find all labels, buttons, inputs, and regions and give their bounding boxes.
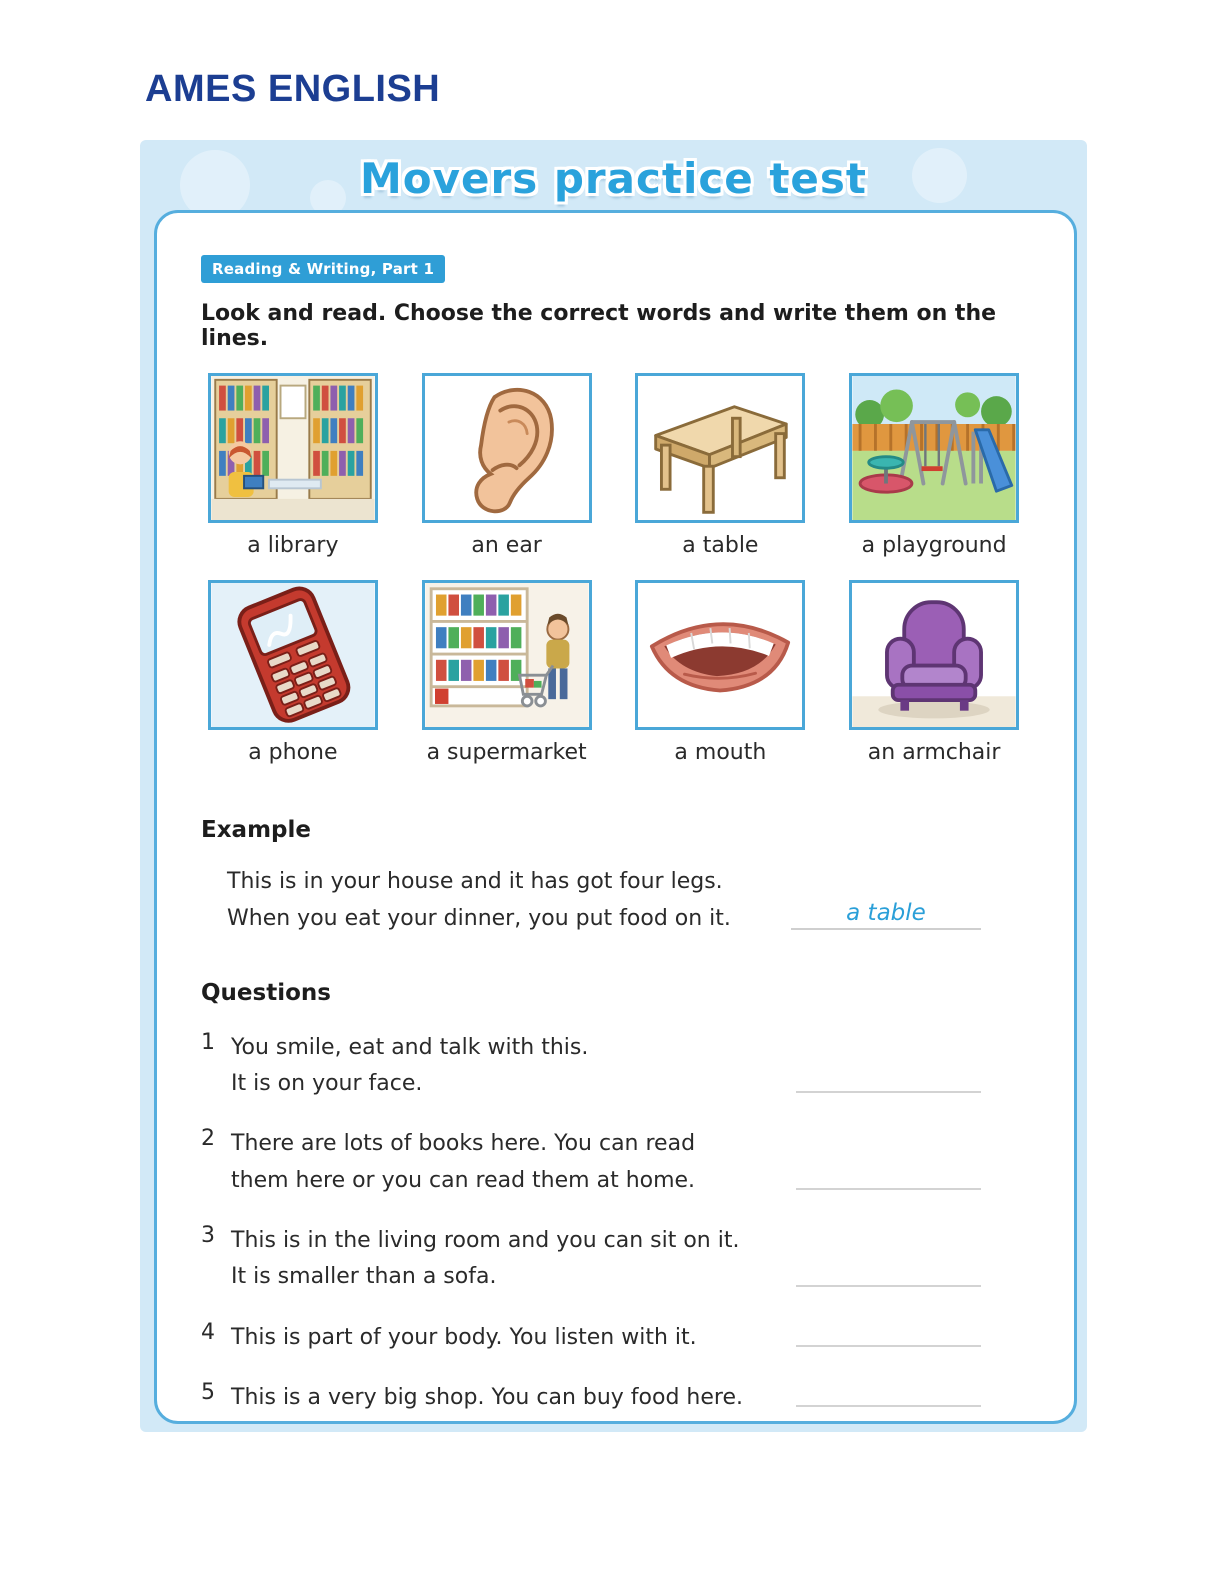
card-label: a supermarket [426, 740, 587, 765]
example-line-2: When you eat your dinner, you put food on it. [227, 906, 731, 932]
picture-frame [422, 580, 592, 730]
question-row-4 [201, 1320, 1026, 1356]
picture-frame [849, 580, 1019, 730]
phone-illustration [211, 583, 375, 727]
question-row-2 [201, 1126, 1026, 1199]
example-answer-text: a table [846, 899, 926, 926]
question-line-1: This is in the living room and you can sit on it. [231, 1227, 740, 1253]
card-label: a mouth [674, 740, 767, 765]
example-row [201, 863, 1026, 938]
ear-illustration [425, 376, 589, 520]
answer-line [796, 1285, 981, 1287]
picture-frame [635, 373, 805, 523]
library-illustration [211, 376, 375, 520]
mouth-illustration [638, 583, 802, 727]
card-label: a library [247, 533, 339, 558]
section-badge: Reading & Writing, Part 1 [201, 255, 445, 283]
question-row-1 [201, 1030, 1026, 1103]
picture-frame [208, 373, 378, 523]
question-text [231, 1320, 796, 1356]
question-number: 5 [201, 1379, 215, 1405]
worksheet-body [154, 210, 1077, 1424]
picture-frame [208, 580, 378, 730]
picture-cards-grid [201, 373, 1026, 765]
instructions-text: Look and read. Choose the correct words and write them on the lines. [201, 301, 997, 351]
picture-card-mouth [629, 580, 813, 765]
card-label: a table [682, 533, 759, 558]
picture-card-armchair [842, 580, 1026, 765]
question-line-1: This is a very big shop. You can buy food here. [231, 1384, 743, 1410]
picture-frame [635, 580, 805, 730]
question-line-2: It is smaller than a sofa. [231, 1264, 497, 1290]
question-text [231, 1223, 796, 1296]
picture-card-supermarket [415, 580, 599, 765]
brand-logo: AMES ENGLISH [145, 68, 441, 110]
example-heading: Example [201, 817, 311, 843]
question-number: 1 [201, 1029, 215, 1055]
answer-line [796, 1405, 981, 1407]
question-number: 2 [201, 1126, 215, 1152]
card-label: an ear [471, 533, 542, 558]
question-line-2: It is on your face. [231, 1071, 423, 1097]
picture-frame [849, 373, 1019, 523]
question-text [231, 1380, 796, 1416]
card-label: an armchair [867, 740, 1001, 765]
question-line-1: This is part of your body. You listen with it. [231, 1324, 697, 1350]
armchair-illustration [852, 583, 1016, 727]
question-row-3 [201, 1223, 1026, 1296]
question-number: 3 [201, 1222, 215, 1248]
picture-card-library [201, 373, 385, 558]
example-line-1: This is in your house and it has got four legs. [227, 869, 723, 894]
answer-line [796, 1345, 981, 1347]
test-title: Movers practice test [360, 154, 867, 203]
questions-heading: Questions [201, 979, 331, 1006]
question-line-1: You smile, eat and talk with this. [231, 1034, 589, 1060]
picture-frame [422, 373, 592, 523]
question-text [231, 1030, 796, 1103]
question-line-2: them here or you can read them at home. [231, 1167, 696, 1193]
question-text [231, 1126, 796, 1199]
answer-line [796, 1091, 981, 1093]
playground-illustration [852, 376, 1016, 520]
test-panel [140, 140, 1087, 1432]
question-row-5 [201, 1380, 1026, 1416]
supermarket-illustration [425, 583, 589, 727]
example-answer-line [791, 900, 981, 930]
picture-card-playground [842, 373, 1026, 558]
picture-card-phone [201, 580, 385, 765]
picture-card-table [629, 373, 813, 558]
card-label: a phone [248, 740, 338, 765]
table-illustration [638, 376, 802, 520]
question-number: 4 [201, 1319, 215, 1345]
picture-card-ear [415, 373, 599, 558]
example-text [227, 863, 791, 938]
answer-line [796, 1188, 981, 1190]
card-label: a playground [861, 533, 1007, 558]
question-line-1: There are lots of books here. You can read [231, 1131, 696, 1157]
